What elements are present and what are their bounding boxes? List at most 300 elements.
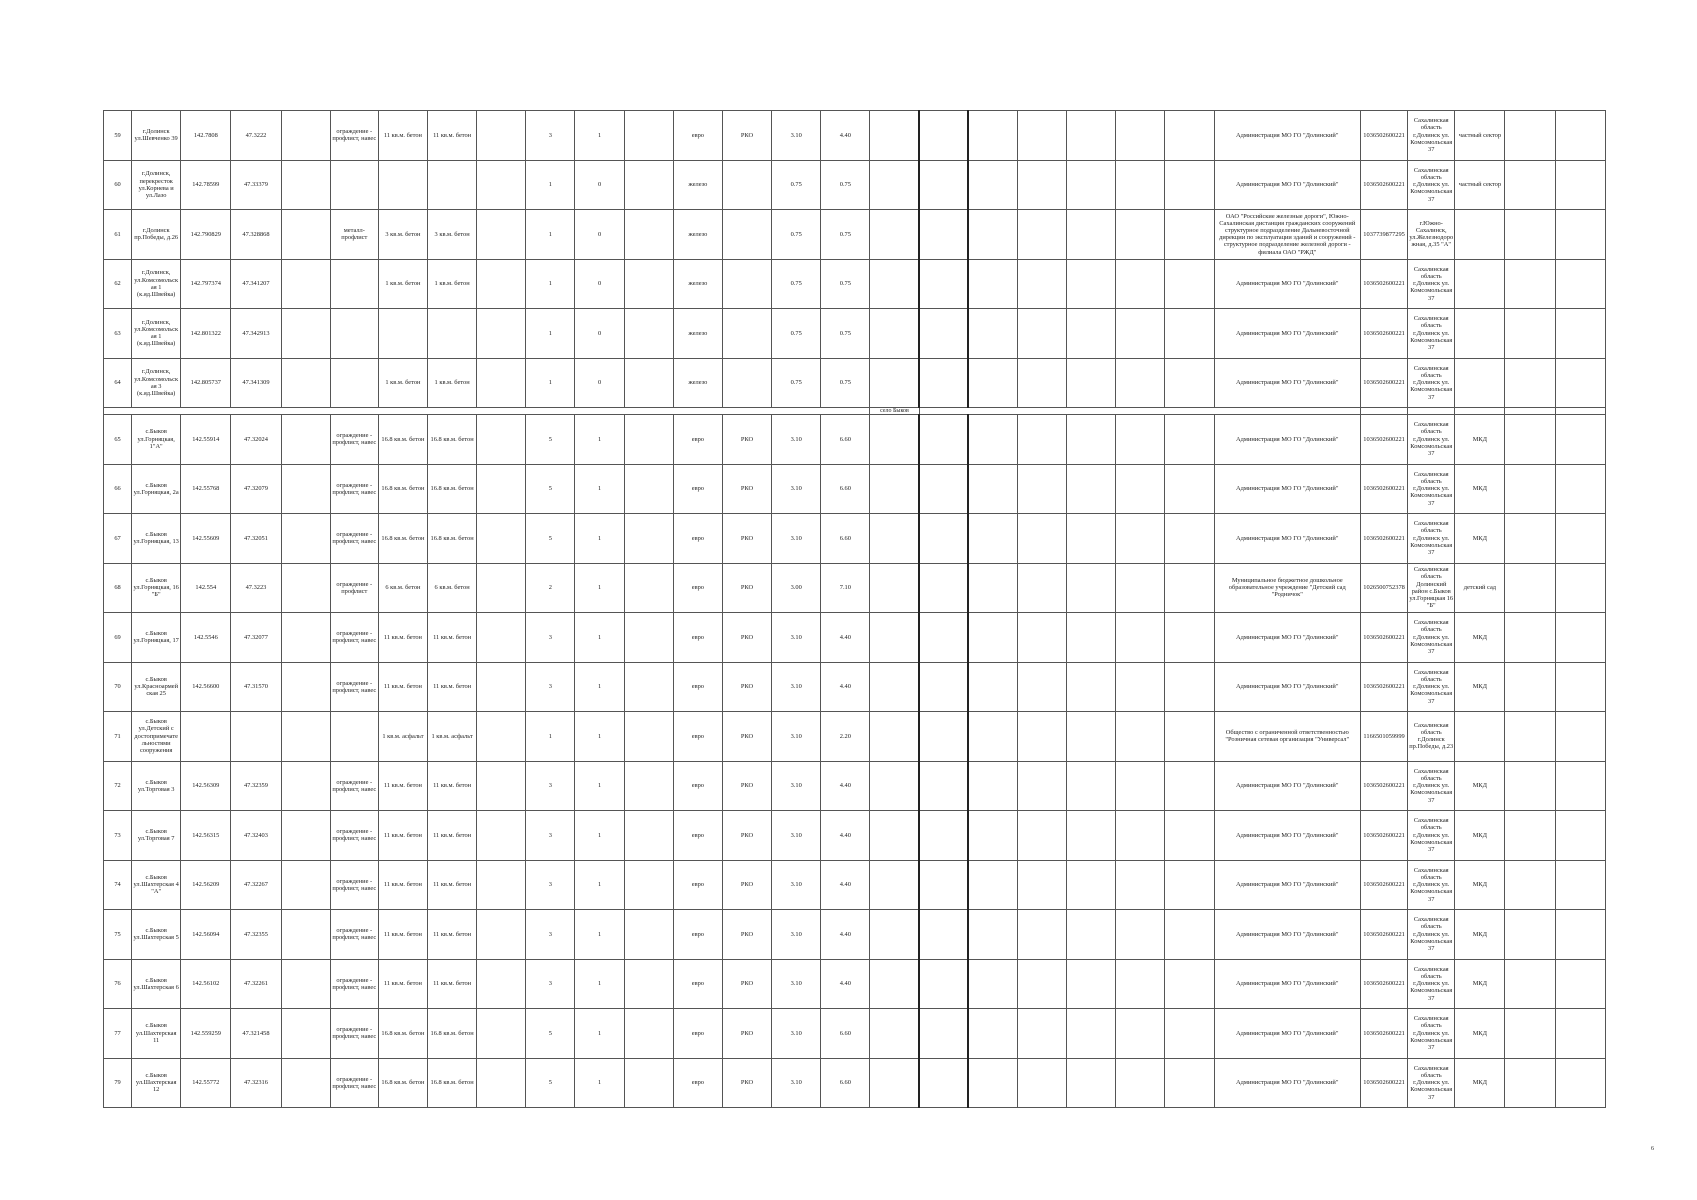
empty-cell (1505, 910, 1555, 960)
row-number: 68 (104, 563, 132, 613)
container-count: 5 (526, 415, 575, 465)
empty-cell (1116, 1009, 1165, 1059)
empty-cell (1555, 415, 1605, 465)
waste-source: детский сад (1455, 563, 1505, 613)
container-material: РКО (722, 111, 771, 161)
empty-cell (281, 464, 330, 514)
owner-address: Сахалинская область г.Долинск ул. Комсомольская 37 (1408, 811, 1455, 861)
owner-ogrn: 1036502600221 (1361, 1058, 1408, 1108)
row-number: 67 (104, 514, 132, 564)
container-material: РКО (722, 415, 771, 465)
total-volume: 7.10 (821, 563, 870, 613)
empty-cell (919, 259, 968, 309)
site-address: г.Долинск, перекресток ул.Корнева и ул.Лазо (132, 160, 181, 210)
empty-cell (1017, 464, 1066, 514)
waste-source (1455, 358, 1505, 408)
surface-area-alt: 11 кв.м. бетон (428, 860, 477, 910)
container-volume: 3.10 (772, 415, 821, 465)
latitude: 47.32077 (231, 613, 281, 663)
empty-cell (1067, 464, 1116, 514)
owner-ogrn: 1036502600221 (1361, 160, 1408, 210)
empty-cell (1116, 811, 1165, 861)
container-material: РКО (722, 811, 771, 861)
owner-ogrn: 1036502600221 (1361, 959, 1408, 1009)
empty-cell (1165, 712, 1214, 762)
site-address: с.Быков ул.Горняцкая, 16 "Б" (132, 563, 181, 613)
total-volume: 4.40 (821, 613, 870, 663)
fence-type (330, 712, 378, 762)
container-type: евро (673, 1058, 722, 1108)
container-material: РКО (722, 613, 771, 663)
table-row (104, 959, 1606, 1009)
table-row (104, 811, 1606, 861)
container-material: РКО (722, 1058, 771, 1108)
fence-type: ограждение - профлист, навес (330, 860, 378, 910)
owner-address: Сахалинская область Долинский район с.Быков ул.Горняцкая 16 "Б" (1408, 563, 1455, 613)
total-volume: 0.75 (821, 309, 870, 359)
empty-cell (624, 111, 673, 161)
row-number: 60 (104, 160, 132, 210)
empty-cell (624, 259, 673, 309)
owner-ogrn: 1036502600221 (1361, 1009, 1408, 1059)
table-row (104, 514, 1606, 564)
container-type: евро (673, 464, 722, 514)
section-spacer (1555, 408, 1605, 415)
container-volume: 0.75 (772, 210, 821, 260)
empty-cell (1116, 464, 1165, 514)
empty-cell (919, 1009, 968, 1059)
container-count: 1 (526, 259, 575, 309)
waste-source: МКД (1455, 514, 1505, 564)
empty-cell (1067, 761, 1116, 811)
surface-area: 11 кв.м. бетон (378, 860, 427, 910)
empty-cell (870, 1009, 919, 1059)
owner-ogrn: 1036502600221 (1361, 811, 1408, 861)
empty-cell (624, 1058, 673, 1108)
owner-address: Сахалинская область г.Долинск ул. Комсомольская 37 (1408, 160, 1455, 210)
table-row (104, 563, 1606, 613)
total-volume: 6.60 (821, 1058, 870, 1108)
site-address: с.Быков ул.Детский с достопримечательностями сооружения (132, 712, 181, 762)
empty-cell (919, 358, 968, 408)
empty-cell (1505, 860, 1555, 910)
longitude: 142.790829 (181, 210, 231, 260)
fence-type: ограждение - профлист, навес (330, 910, 378, 960)
empty-cell (624, 358, 673, 408)
container-count: 2 (526, 563, 575, 613)
empty-cell (1505, 464, 1555, 514)
owner-name: Администрация МО ГО "Долинский" (1214, 860, 1360, 910)
waste-site-registry-table (103, 110, 1606, 1108)
site-address: с.Быков ул.Торговая 7 (132, 811, 181, 861)
owner-address: Сахалинская область г.Долинск ул. Комсомольская 37 (1408, 309, 1455, 359)
fence-type: металл- профлист (330, 210, 378, 260)
empty-cell (870, 259, 919, 309)
section-header-group (104, 408, 1606, 415)
row-number: 59 (104, 111, 132, 161)
empty-cell (477, 811, 526, 861)
empty-cell (1555, 811, 1605, 861)
container-count-alt: 1 (575, 1058, 624, 1108)
owner-address: Сахалинская область г.Долинск ул. Комсомольская 37 (1408, 613, 1455, 663)
container-count-alt: 1 (575, 811, 624, 861)
latitude: 47.321458 (231, 1009, 281, 1059)
empty-cell (870, 860, 919, 910)
empty-cell (1017, 1058, 1066, 1108)
empty-cell (1555, 761, 1605, 811)
rows-dolinsk-group (104, 111, 1606, 408)
empty-cell (968, 761, 1017, 811)
waste-source: МКД (1455, 811, 1505, 861)
fence-type: ограждение - профлист, навес (330, 464, 378, 514)
container-count: 5 (526, 1058, 575, 1108)
empty-cell (1017, 613, 1066, 663)
empty-cell (968, 259, 1017, 309)
empty-cell (919, 160, 968, 210)
longitude: 142.56102 (181, 959, 231, 1009)
waste-source: МКД (1455, 613, 1505, 663)
container-type: железо (673, 259, 722, 309)
empty-cell (1505, 111, 1555, 161)
site-address: с.Быков ул.Горняцкая, 1"А" (132, 415, 181, 465)
empty-cell (1067, 415, 1116, 465)
empty-cell (968, 959, 1017, 1009)
rows-bykov-group (104, 415, 1606, 1108)
table-row (104, 259, 1606, 309)
empty-cell (624, 712, 673, 762)
empty-cell (1067, 811, 1116, 861)
table-row (104, 160, 1606, 210)
waste-source: МКД (1455, 761, 1505, 811)
owner-ogrn: 1036502600221 (1361, 358, 1408, 408)
empty-cell (968, 309, 1017, 359)
total-volume: 0.75 (821, 160, 870, 210)
container-count: 5 (526, 514, 575, 564)
container-type: евро (673, 811, 722, 861)
table-row (104, 415, 1606, 465)
empty-cell (1017, 959, 1066, 1009)
empty-cell (1555, 259, 1605, 309)
container-count-alt: 0 (575, 259, 624, 309)
table-row (104, 111, 1606, 161)
empty-cell (1505, 761, 1555, 811)
owner-address: Сахалинская область г.Долинск ул. Комсомольская 37 (1408, 514, 1455, 564)
empty-cell (968, 860, 1017, 910)
surface-area-alt: 11 кв.м. бетон (428, 761, 477, 811)
container-material: РКО (722, 959, 771, 1009)
waste-source: МКД (1455, 1058, 1505, 1108)
empty-cell (1505, 358, 1555, 408)
container-count: 3 (526, 662, 575, 712)
empty-cell (1165, 662, 1214, 712)
empty-cell (1165, 464, 1214, 514)
empty-cell (624, 160, 673, 210)
container-count: 1 (526, 712, 575, 762)
fence-type (330, 160, 378, 210)
container-count-alt: 1 (575, 613, 624, 663)
empty-cell (1505, 309, 1555, 359)
total-volume: 4.40 (821, 910, 870, 960)
empty-cell (1067, 111, 1116, 161)
total-volume: 4.40 (821, 860, 870, 910)
surface-area: 16.8 кв.м. бетон (378, 1058, 427, 1108)
empty-cell (624, 415, 673, 465)
surface-area-alt: 1 кв.м. асфальт (428, 712, 477, 762)
container-count: 5 (526, 1009, 575, 1059)
fence-type: ограждение - профлист, навес (330, 662, 378, 712)
table-row (104, 662, 1606, 712)
empty-cell (1505, 259, 1555, 309)
fence-type: ограждение - профлист (330, 563, 378, 613)
latitude: 47.3223 (231, 563, 281, 613)
surface-area: 11 кв.м. бетон (378, 761, 427, 811)
empty-cell (968, 160, 1017, 210)
container-type: евро (673, 662, 722, 712)
container-material (722, 358, 771, 408)
empty-cell (1017, 309, 1066, 359)
empty-cell (477, 712, 526, 762)
empty-cell (1165, 358, 1214, 408)
total-volume: 4.40 (821, 111, 870, 161)
empty-cell (1017, 563, 1066, 613)
container-material: РКО (722, 1009, 771, 1059)
table-row (104, 464, 1606, 514)
empty-cell (870, 959, 919, 1009)
empty-cell (477, 259, 526, 309)
latitude: 47.341207 (231, 259, 281, 309)
empty-cell (968, 712, 1017, 762)
empty-cell (1555, 959, 1605, 1009)
container-count-alt: 1 (575, 464, 624, 514)
empty-cell (281, 662, 330, 712)
longitude: 142.554 (181, 563, 231, 613)
empty-cell (1017, 415, 1066, 465)
container-type: евро (673, 613, 722, 663)
empty-cell (1067, 563, 1116, 613)
empty-cell (477, 860, 526, 910)
latitude: 47.32267 (231, 860, 281, 910)
empty-cell (1165, 1058, 1214, 1108)
container-type: евро (673, 761, 722, 811)
empty-cell (1116, 210, 1165, 260)
owner-name: Администрация МО ГО "Долинский" (1214, 662, 1360, 712)
total-volume: 2.20 (821, 712, 870, 762)
row-number: 74 (104, 860, 132, 910)
owner-name: Администрация МО ГО "Долинский" (1214, 514, 1360, 564)
container-count-alt: 1 (575, 1009, 624, 1059)
site-address: г.Долинск пр.Победы, д.26 (132, 210, 181, 260)
container-material: РКО (722, 464, 771, 514)
empty-cell (1165, 860, 1214, 910)
container-count: 3 (526, 111, 575, 161)
empty-cell (281, 358, 330, 408)
surface-area-alt (428, 160, 477, 210)
empty-cell (1165, 811, 1214, 861)
container-material (722, 160, 771, 210)
empty-cell (870, 662, 919, 712)
owner-name: Администрация МО ГО "Долинский" (1214, 415, 1360, 465)
empty-cell (1116, 309, 1165, 359)
empty-cell (870, 563, 919, 613)
empty-cell (624, 514, 673, 564)
container-count: 3 (526, 613, 575, 663)
latitude: 47.32051 (231, 514, 281, 564)
empty-cell (1067, 662, 1116, 712)
owner-name: Администрация МО ГО "Долинский" (1214, 613, 1360, 663)
container-count: 1 (526, 160, 575, 210)
surface-area-alt: 16.8 кв.м. бетон (428, 1058, 477, 1108)
empty-cell (919, 111, 968, 161)
container-volume: 3.10 (772, 464, 821, 514)
owner-address: Сахалинская область г.Долинск ул. Комсомольская 37 (1408, 662, 1455, 712)
container-count-alt: 1 (575, 563, 624, 613)
empty-cell (1017, 1009, 1066, 1059)
total-volume: 0.75 (821, 358, 870, 408)
empty-cell (1165, 309, 1214, 359)
waste-source (1455, 309, 1505, 359)
empty-cell (1555, 662, 1605, 712)
owner-ogrn: 1037739877295 (1361, 210, 1408, 260)
container-count-alt: 0 (575, 358, 624, 408)
owner-ogrn: 1036502600221 (1361, 761, 1408, 811)
row-number: 62 (104, 259, 132, 309)
row-number: 75 (104, 910, 132, 960)
empty-cell (1067, 1058, 1116, 1108)
empty-cell (281, 613, 330, 663)
owner-address: Сахалинская область г.Долинск ул. Комсомольская 37 (1408, 358, 1455, 408)
empty-cell (1116, 910, 1165, 960)
empty-cell (968, 464, 1017, 514)
empty-cell (870, 464, 919, 514)
section-spacer (919, 408, 1360, 415)
section-spacer (1505, 408, 1555, 415)
empty-cell (1555, 160, 1605, 210)
owner-name: Администрация МО ГО "Долинский" (1214, 811, 1360, 861)
container-count: 3 (526, 761, 575, 811)
empty-cell (1165, 259, 1214, 309)
site-address: г.Долинск, ул.Комсомольская 1 (к.яд.Швейка) (132, 309, 181, 359)
empty-cell (1116, 111, 1165, 161)
waste-source: МКД (1455, 415, 1505, 465)
fence-type (330, 309, 378, 359)
container-volume: 0.75 (772, 160, 821, 210)
empty-cell (1017, 712, 1066, 762)
surface-area: 1 кв.м. асфальт (378, 712, 427, 762)
empty-cell (1505, 415, 1555, 465)
owner-name: Администрация МО ГО "Долинский" (1214, 160, 1360, 210)
surface-area-alt: 11 кв.м. бетон (428, 111, 477, 161)
container-count-alt: 1 (575, 662, 624, 712)
surface-area-alt: 16.8 кв.м. бетон (428, 464, 477, 514)
empty-cell (1555, 563, 1605, 613)
container-volume: 0.75 (772, 309, 821, 359)
empty-cell (1067, 1009, 1116, 1059)
empty-cell (1067, 910, 1116, 960)
container-count-alt: 1 (575, 415, 624, 465)
empty-cell (477, 662, 526, 712)
empty-cell (1505, 210, 1555, 260)
empty-cell (870, 309, 919, 359)
empty-cell (1555, 309, 1605, 359)
site-address: с.Быков ул.Горняцкая, 2а (132, 464, 181, 514)
empty-cell (477, 464, 526, 514)
empty-cell (281, 415, 330, 465)
empty-cell (1165, 111, 1214, 161)
empty-cell (1555, 358, 1605, 408)
empty-cell (1116, 613, 1165, 663)
owner-ogrn: 1036502600221 (1361, 464, 1408, 514)
latitude: 47.32261 (231, 959, 281, 1009)
empty-cell (1555, 464, 1605, 514)
empty-cell (281, 111, 330, 161)
empty-cell (477, 358, 526, 408)
container-volume: 3.00 (772, 563, 821, 613)
latitude: 47.33379 (231, 160, 281, 210)
empty-cell (1116, 662, 1165, 712)
surface-area-alt: 3 кв.м. бетон (428, 210, 477, 260)
container-count: 1 (526, 210, 575, 260)
empty-cell (1505, 1058, 1555, 1108)
empty-cell (1165, 910, 1214, 960)
empty-cell (281, 309, 330, 359)
empty-cell (1505, 1009, 1555, 1059)
container-count-alt: 1 (575, 514, 624, 564)
longitude: 142.56094 (181, 910, 231, 960)
empty-cell (624, 811, 673, 861)
section-spacer (104, 408, 870, 415)
owner-address: Сахалинская область г.Долинск ул. Комсомольская 37 (1408, 1009, 1455, 1059)
container-volume: 3.10 (772, 712, 821, 762)
container-volume: 3.10 (772, 811, 821, 861)
table-row (104, 761, 1606, 811)
owner-ogrn: 1166501059999 (1361, 712, 1408, 762)
container-type: евро (673, 860, 722, 910)
container-count-alt: 1 (575, 712, 624, 762)
empty-cell (477, 761, 526, 811)
longitude: 142.55609 (181, 514, 231, 564)
empty-cell (870, 761, 919, 811)
site-address: г.Долинск ул.Шевченко 39 (132, 111, 181, 161)
owner-address: Сахалинская область г.Долинск пр.Победы, д.23 (1408, 712, 1455, 762)
latitude: 47.32403 (231, 811, 281, 861)
empty-cell (281, 1058, 330, 1108)
empty-cell (1017, 662, 1066, 712)
empty-cell (919, 415, 968, 465)
owner-ogrn: 1036502600221 (1361, 415, 1408, 465)
empty-cell (968, 514, 1017, 564)
owner-address: Сахалинская область г.Долинск ул. Комсомольская 37 (1408, 464, 1455, 514)
longitude: 142.805737 (181, 358, 231, 408)
latitude: 47.31570 (231, 662, 281, 712)
fence-type: ограждение - профлист, навес (330, 1058, 378, 1108)
empty-cell (968, 563, 1017, 613)
owner-name: Общество с ограниченной ответственностью "Розничная сетевая организация "Универсал" (1214, 712, 1360, 762)
empty-cell (1017, 160, 1066, 210)
empty-cell (281, 910, 330, 960)
container-material (722, 309, 771, 359)
empty-cell (1116, 514, 1165, 564)
container-material: РКО (722, 514, 771, 564)
container-material (722, 259, 771, 309)
owner-ogrn: 1036502600221 (1361, 613, 1408, 663)
empty-cell (1017, 514, 1066, 564)
empty-cell (1165, 160, 1214, 210)
surface-area-alt: 1 кв.м. бетон (428, 259, 477, 309)
container-count-alt: 0 (575, 309, 624, 359)
empty-cell (1067, 358, 1116, 408)
longitude: 142.56600 (181, 662, 231, 712)
latitude: 47.32024 (231, 415, 281, 465)
